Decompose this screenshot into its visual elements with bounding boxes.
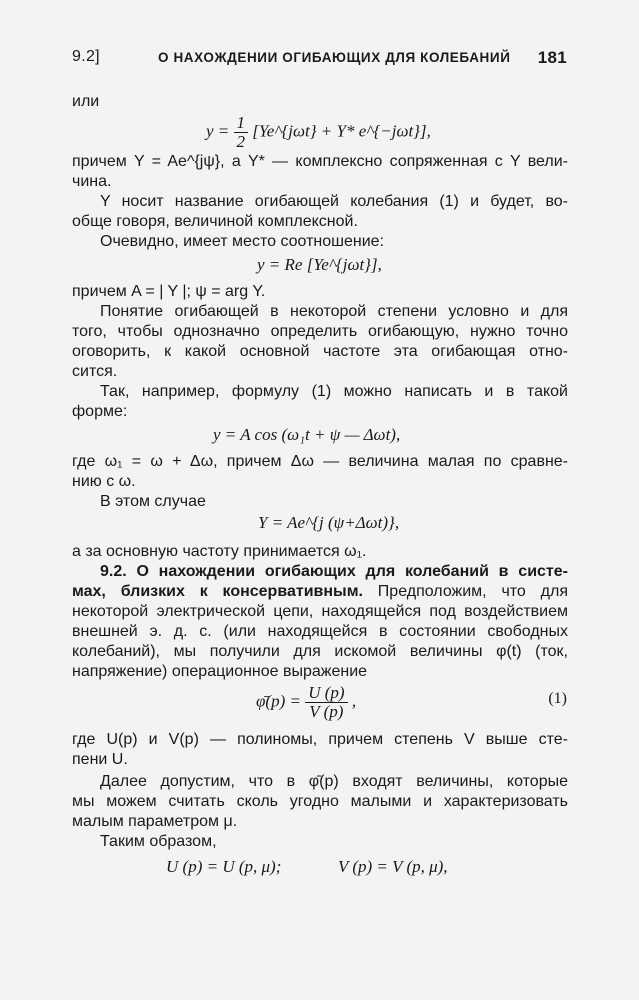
text-line: пени U. <box>72 751 128 768</box>
text-line: напряжение) операционное выражение <box>72 663 368 680</box>
formula-shifted-envelope: Y = Ae^{j (ψ+Δωt)}, <box>258 513 400 532</box>
text-line: оговорить, к какой основной частоте эта огибающая отно- <box>72 343 568 360</box>
section-number: 9.2] <box>72 48 100 65</box>
equation-number: (1) <box>548 690 567 707</box>
text-line: Y носит название огибающей колебания (1) и будет, во- <box>100 193 568 210</box>
text-line <box>72 582 568 602</box>
formula-envelope-definition <box>206 114 431 151</box>
text-line: а за основную частоту принимается ω₁. <box>72 543 367 560</box>
fraction <box>305 684 347 721</box>
fraction-denominator: V (p) <box>309 702 344 721</box>
running-title: О НАХОЖДЕНИИ ОГИБАЮЩИХ ДЛЯ КОЛЕБАНИЙ <box>158 50 511 65</box>
text-line: Так, например, формулу (1) можно написать и в такой <box>100 383 568 400</box>
text-line: сится. <box>72 363 118 380</box>
text-line: причем Y = Ae^{jψ}, а Y* — комплексно сопряженная с Y вели- <box>72 153 568 170</box>
text-line: форме: <box>72 403 128 420</box>
text-line: обще говоря, величиной комплексной. <box>72 213 358 230</box>
formula-part: [Ye^{jωt} + Y* e^{−jωt}], <box>248 121 431 141</box>
text-line: где ω₁ = ω + Δω, причем Δω — величина малая по сравне- <box>72 453 568 470</box>
fraction-numerator: 1 <box>234 114 249 133</box>
text-line: Таким образом, <box>100 833 217 850</box>
text-line: Очевидно, имеет место соотношение: <box>100 233 384 250</box>
fraction <box>234 114 249 151</box>
text-line: мы можем считать сколь угодно малыми и характеризовать <box>72 793 568 810</box>
formula-operational-expression <box>256 684 356 721</box>
formula-u-of-p: U (p) = U (p, μ); <box>166 857 282 876</box>
formula-part: y = <box>206 121 234 141</box>
text-line: Понятие огибающей в некоторой степени условно и для <box>100 303 568 320</box>
text-line: некоторой электрической цепи, находящейся под воздействием <box>72 603 568 620</box>
text-line: нию с ω. <box>72 473 136 490</box>
page-number: 181 <box>537 48 567 67</box>
subsection-heading: 9.2. О нахождении огибающих для колебаний в систе- <box>100 563 568 580</box>
fraction-numerator: U (p) <box>305 684 347 703</box>
fraction-denominator: 2 <box>236 132 246 151</box>
text-line: малым параметром μ. <box>72 813 238 830</box>
text-line: чина. <box>72 173 112 190</box>
formula-v-of-p: V (p) = V (p, μ), <box>338 857 448 876</box>
text-line: В этом случае <box>100 493 206 510</box>
formula-part: φ̄(p) = <box>256 691 306 711</box>
text-line: Далее допустим, что в φ̄(p) входят величины, которые <box>100 773 568 790</box>
text-line: где U(p) и V(p) — полиномы, причем степень V выше сте- <box>72 731 568 748</box>
subsection-heading-cont: мах, близких к консервативным. <box>72 583 363 600</box>
text-line: того, чтобы однозначно определить огибающую, нужно точно <box>72 323 568 340</box>
formula-real-part: y = Re [Ye^{jωt}], <box>257 255 382 274</box>
text-line: причем A = | Y |; ψ = arg Y. <box>72 283 266 300</box>
text-line: колебаний), мы получили для искомой величины φ(t) (ток, <box>72 643 568 660</box>
formula-part: , <box>347 691 357 711</box>
formula-cosine-form: y = A cos (ω₁t + ψ — Δωt), <box>213 425 401 444</box>
text-line: или <box>72 93 100 110</box>
text-line: внешней э. д. с. (или находящейся в состоянии свободных <box>72 623 568 640</box>
text-fragment: Предположим, что для <box>362 583 568 600</box>
